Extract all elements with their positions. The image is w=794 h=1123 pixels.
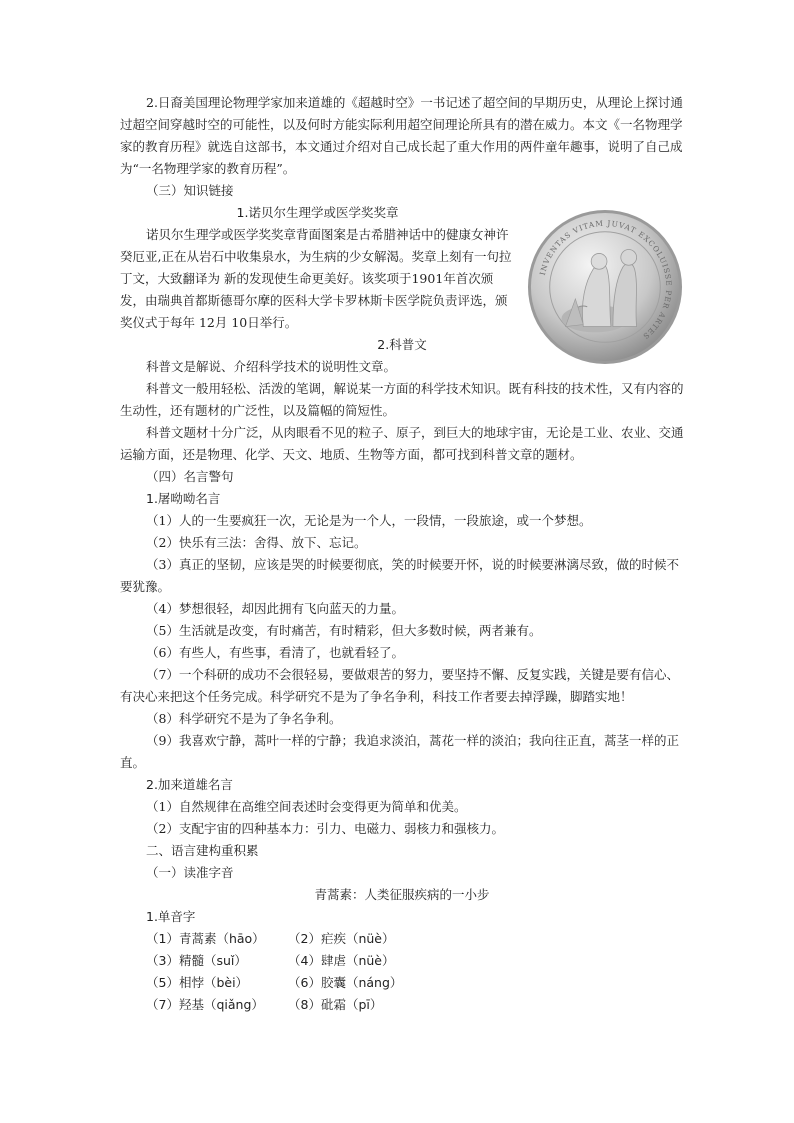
pron-row	[120, 950, 684, 972]
quote-item: （2）快乐有三法：舍得、放下、忘记。	[146, 535, 367, 550]
section-heading-pronunciation: （一）读准字音	[146, 865, 234, 880]
section-heading-two: 二、语言建构重积累	[146, 843, 259, 858]
pron-item: （6）胶囊（náng）	[288, 975, 403, 990]
pronunciation-list	[120, 928, 684, 1016]
quote-item: （9）我喜欢宁静，蒿叶一样的宁静；我追求淡泊，蒿花一样的淡泊；我向往正直，蒿茎一样的正直。	[120, 733, 679, 770]
document-page	[120, 92, 684, 1016]
pron-row	[120, 972, 684, 994]
section-heading-quotes: （四）名言警句	[146, 469, 234, 484]
tu-quotes-list	[120, 510, 684, 774]
pron-row	[120, 928, 684, 950]
popsci-paragraph-3: 科普文题材十分广泛，从肉眼看不见的粒子、原子，到巨大的地球宇宙，无论是工业、农业、交通运输方面，还是物理、化学、天文、地质、生物等方面，都可找到科普文章的题材。	[120, 425, 684, 462]
quote-item: （1）自然规律在高维空间表述时会变得更为简单和优美。	[146, 799, 467, 814]
quote-item: （1）人的一生要疯狂一次，无论是为一个人，一段情，一段旅途，或一个梦想。	[146, 513, 592, 528]
article-title: 青蒿素：人类征服疾病的一小步	[314, 887, 490, 902]
mono-pron-title: 1.单音字	[146, 909, 196, 924]
quote-item: （8）科学研究不是为了争名争利。	[146, 711, 342, 726]
popsci-paragraph-2: 科普文一般用轻松、活泼的笔调，解说某一方面的科学技术知识。既有科技的技术性，又有内容的生动性，还有题材的广泛性，以及篇幅的简短性。	[120, 381, 684, 418]
nobel-block	[120, 202, 684, 342]
medal-inscription: INVENTAS VITAM JUVAT EXCOLUISSE PER ARTES	[537, 218, 674, 342]
pron-item: （3）精髓（suǐ）	[146, 953, 247, 968]
nobel-title: 1.诺贝尔生理学或医学奖奖章	[236, 205, 399, 220]
pron-item: （2）疟疾（nüè）	[288, 931, 395, 946]
pron-item: （8）砒霜（pī）	[288, 997, 383, 1012]
quote-item: （7）一个科研的成功不会很轻易，要做艰苦的努力，要坚持不懈、反复实践，关键是要有信心、有决心来把这个任务完成。科学研究不是为了争名争利，科技工作者要去掉浮躁，脚踏实地！	[120, 667, 679, 704]
quote-item: （4）梦想很轻，却因此拥有飞向蓝天的力量。	[146, 601, 404, 616]
tu-quotes-title: 1.屠呦呦名言	[146, 491, 221, 506]
intro-paragraph: 2.日裔美国理论物理学家加来道雄的《超越时空》一书记述了超空间的早期历史，从理论上探讨通过超空间穿越时空的可能性，以及何时方能实际利用超空间理论所具有的潜在威力。本文《一名物理学家的教育历程》就选自这部书，本文通过介绍对自己成长起了重大作用的两件童年趣事，说明了自己成为“一名物理学家的教育历程”。	[120, 95, 683, 176]
pron-item: （5）相悖（bèi）	[146, 975, 249, 990]
quote-item: （6）有些人，有些事，看清了，也就看轻了。	[146, 645, 404, 660]
quote-item: （5）生活就是改变，有时痛苦，有时精彩，但大多数时候，两者兼有。	[146, 623, 542, 638]
quote-item: （2）支配宇宙的四种基本力：引力、电磁力、弱核力和强核力。	[146, 821, 504, 836]
quote-item: （3）真正的坚韧，应该是哭的时候要彻底，笑的时候要开怀，说的时候要淋漓尽致，做的时候不要犹豫。	[120, 557, 679, 594]
pron-item: （4）肆虐（nüè）	[288, 953, 395, 968]
pron-item: （7）羟基（qiǎng）	[146, 997, 264, 1012]
popsci-paragraph-1: 科普文是解说、介绍科学技术的说明性文章。	[146, 359, 397, 374]
pron-row	[120, 994, 684, 1016]
nobel-medal-image	[526, 208, 684, 366]
kaku-quotes-list	[120, 796, 684, 840]
nobel-paragraph: 诺贝尔生理学或医学奖奖章背面图案是古希腊神话中的健康女神许癸厄亚,正在从岩石中收集泉水，为生病的少女解渴。奖章上刻有一句拉丁文，大致翻译为 新的发现使生命更美好。该奖项于1901年首次颁发，由瑞典首都斯德哥尔摩的医科大学卡罗林斯卡医学院负责评选，颁奖仪式于每年 12月 10日举行。	[120, 227, 512, 330]
popsci-title: 2.科普文	[377, 337, 427, 352]
pron-item: （1）青蒿素（hāo）	[146, 931, 265, 946]
section-heading-knowledge: （三）知识链接	[146, 183, 234, 198]
kaku-quotes-title: 2.加来道雄名言	[146, 777, 233, 792]
